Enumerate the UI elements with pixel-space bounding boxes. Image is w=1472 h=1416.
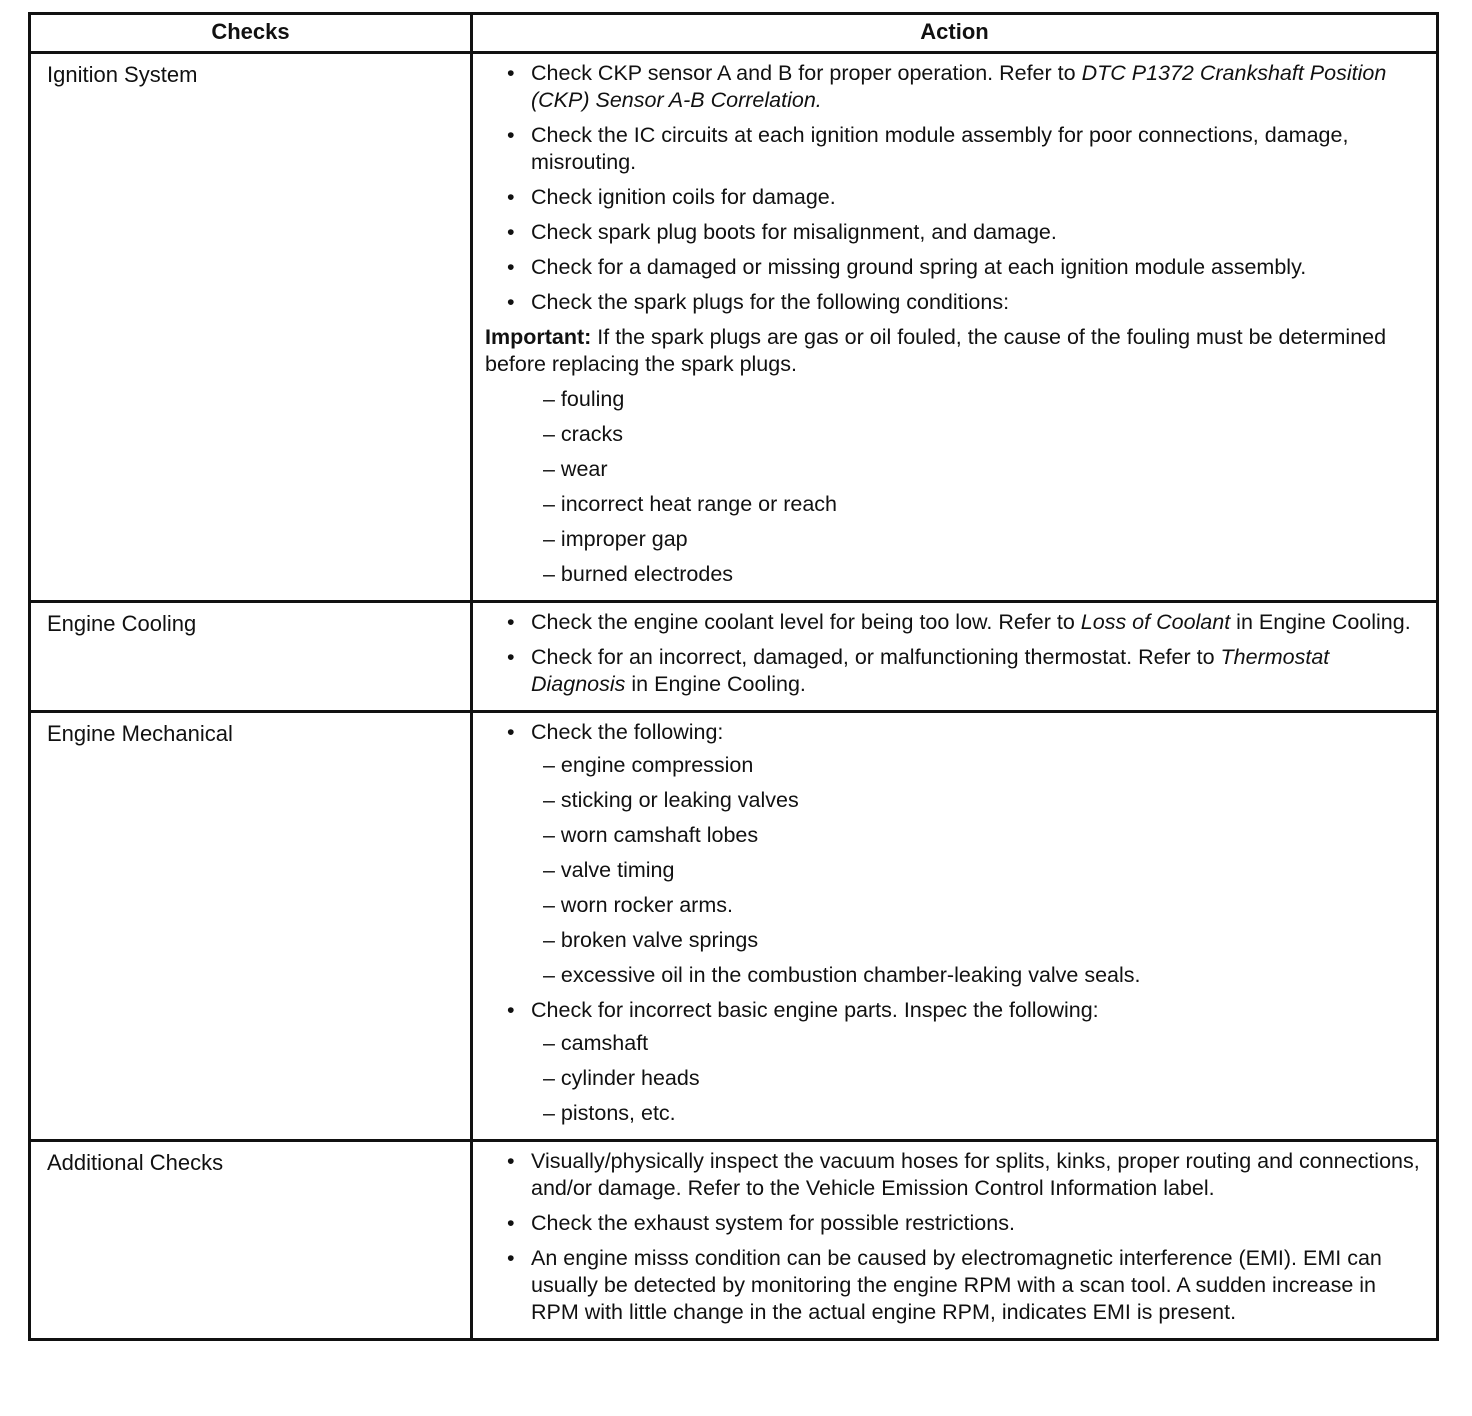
bullet-list bbox=[485, 609, 1426, 698]
check-cell: Engine Cooling bbox=[30, 602, 472, 712]
important-note: Important: If the spark plugs are gas or oil fouled, the cause of the fouling must be determined before replacing the spark plugs. bbox=[485, 325, 1387, 376]
table-row bbox=[30, 1141, 1438, 1340]
table-row bbox=[30, 53, 1438, 602]
sub-item: – improper gap bbox=[543, 527, 688, 551]
bullet-item: • Check CKP sensor A and B for proper operation. Refer to DTC P1372 Crankshaft Position (CKP) Sensor A-B Correlation. bbox=[485, 60, 1426, 114]
header-action: Action bbox=[472, 14, 1438, 53]
diagnostic-table bbox=[28, 12, 1439, 1341]
sub-list bbox=[531, 752, 1426, 989]
action-cell bbox=[472, 602, 1438, 712]
sub-item: – sticking or leaking valves bbox=[543, 788, 799, 812]
bullet-list bbox=[485, 1148, 1426, 1326]
sub-item: – worn rocker arms. bbox=[543, 893, 733, 917]
sub-item: – burned electrodes bbox=[543, 562, 734, 586]
action-cell bbox=[472, 712, 1438, 1141]
sub-item: – engine compression bbox=[543, 753, 754, 777]
bullet-list bbox=[485, 60, 1426, 316]
table-row bbox=[30, 712, 1438, 1141]
bullet-item: • Check for a damaged or missing ground spring at each ignition module assembly. bbox=[485, 254, 1426, 281]
table-row bbox=[30, 602, 1438, 712]
check-cell: Engine Mechanical bbox=[30, 712, 472, 1141]
bullet-item: • Check the spark plugs for the following conditions: bbox=[485, 289, 1426, 316]
sub-item: – broken valve springs bbox=[543, 928, 759, 952]
bullet-item: • Check for an incorrect, damaged, or malfunctioning thermostat. Refer to Thermostat Diagnosis in Engine Cooling. bbox=[485, 644, 1426, 698]
sub-item: – incorrect heat range or reach bbox=[543, 492, 837, 516]
bullet-item: • Check spark plug boots for misalignment, and damage. bbox=[485, 219, 1426, 246]
sub-item: – cracks bbox=[543, 422, 624, 446]
bullet-list bbox=[485, 719, 1426, 1127]
bullet-item: • Visually/physically inspect the vacuum hoses for splits, kinks, proper routing and connections, and/or damage. Refer to the Vehicle Emission Control Information label. bbox=[485, 1148, 1426, 1202]
bullet-item: • Check the following: – engine compression – sticking or leaking valves – worn camshaft lobes – valve timing – worn rocker arms. – broken valve springs – excessive oil in the combustion chamber-leaking valve seals. bbox=[485, 719, 1426, 989]
bullet-item: • Check the exhaust system for possible restrictions. bbox=[485, 1210, 1426, 1237]
sub-item: – pistons, etc. bbox=[543, 1101, 676, 1125]
header-row bbox=[30, 14, 1438, 53]
check-cell: Ignition System bbox=[30, 53, 472, 602]
sub-list bbox=[531, 1030, 1426, 1127]
action-cell bbox=[472, 53, 1438, 602]
sub-item: – wear bbox=[543, 457, 608, 481]
sub-item: – camshaft bbox=[543, 1031, 649, 1055]
sub-item: – worn camshaft lobes bbox=[543, 823, 759, 847]
sub-item: – cylinder heads bbox=[543, 1066, 700, 1090]
bullet-item: • Check for incorrect basic engine parts. Inspec the following: – camshaft – cylinder heads – pistons, etc. bbox=[485, 997, 1426, 1127]
bullet-item: • Check the engine coolant level for being too low. Refer to Loss of Coolant in Engine Cooling. bbox=[485, 609, 1426, 636]
sub-item: – excessive oil in the combustion chamber-leaking valve seals. bbox=[543, 963, 1141, 987]
bullet-item: • Check ignition coils for damage. bbox=[485, 184, 1426, 211]
sub-item: – valve timing bbox=[543, 858, 675, 882]
action-cell bbox=[472, 1141, 1438, 1340]
sub-list bbox=[485, 386, 1426, 588]
header-checks: Checks bbox=[30, 14, 472, 53]
bullet-item: • An engine misss condition can be caused by electromagnetic interference (EMI). EMI can usually be detected by monitoring the engine RPM with a scan tool. A sudden increase in RPM with little change in the actual engine RPM, indicates EMI is present. bbox=[485, 1245, 1426, 1326]
important-label: Important: bbox=[485, 325, 592, 349]
bullet-item: • Check the IC circuits at each ignition module assembly for poor connections, damage, misrouting. bbox=[485, 122, 1426, 176]
sub-item: – fouling bbox=[543, 387, 625, 411]
check-cell: Additional Checks bbox=[30, 1141, 472, 1340]
